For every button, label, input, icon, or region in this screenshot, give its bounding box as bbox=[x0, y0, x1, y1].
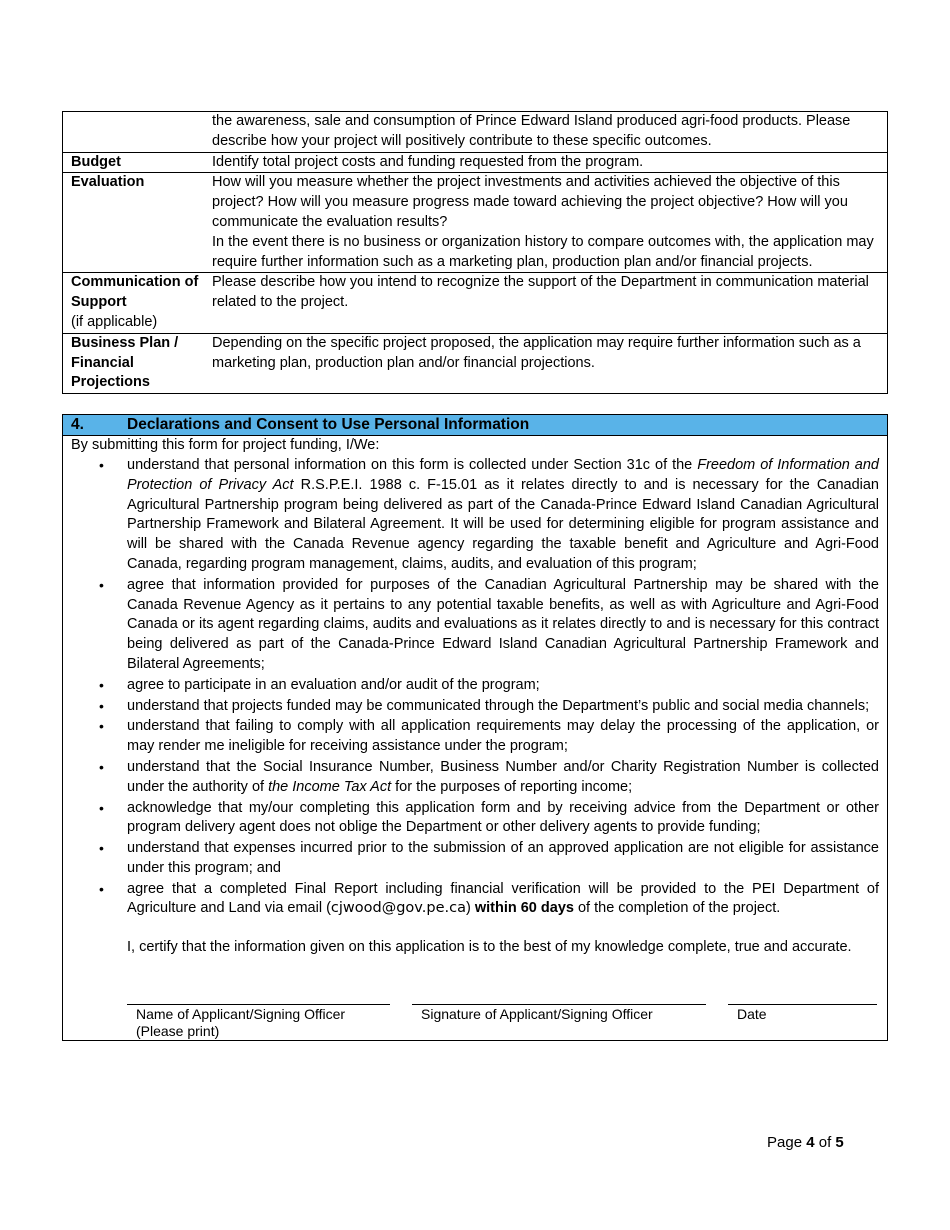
row-text: Identify total project costs and funding requested from the program. bbox=[204, 152, 888, 173]
row-label-sub: (if applicable) bbox=[71, 313, 158, 330]
list-item: • agree to participate in an evaluation and/or audit of the program; bbox=[127, 676, 879, 696]
evaluation-text-1: How will you measure whether the project investments and activities achieved the objective of this project? How will you measure progress made toward achieving the project objective? How will you communicate the evaluation results? bbox=[212, 174, 848, 230]
bullet-text: ) bbox=[465, 900, 475, 917]
section-number: 4. bbox=[71, 416, 84, 434]
list-item: • understand that expenses incurred prior to the submission of an approved application are not eligible for assistance under this program; and bbox=[127, 839, 879, 879]
of-word: of bbox=[818, 1134, 832, 1151]
table-row bbox=[63, 152, 888, 173]
evaluation-text-2: In the event there is no business or organization history to compare outcomes with, the application may require further information such as a marketing plan, production plan and/or financial projects. bbox=[212, 233, 874, 270]
list-item: • agree that information provided for purposes of the Canadian Agricultural Partnership may be shared with the Canada Revenue Agency as it pertains to any potential taxable benefits, as well as with Agriculture and Agri-Food Canada or its agent regarding claims, audits and evaluations as it relates directly to and is necessary for this contract being delivered as part of the Canada-Prince Edward Island Canadian Agricultural Partnership Framework and Bilateral Agreements; bbox=[127, 576, 879, 675]
name-field[interactable] bbox=[127, 1004, 390, 1040]
deadline-text: within 60 days bbox=[474, 900, 574, 917]
row-text: Please describe how you intend to recognize the support of the Department in communication material related to the project. bbox=[204, 273, 888, 333]
table-row bbox=[63, 333, 888, 393]
table-row bbox=[63, 112, 888, 153]
name-label: Name of Applicant/Signing Officer bbox=[136, 1006, 346, 1023]
current-page: 4 bbox=[806, 1134, 815, 1151]
section-header bbox=[63, 415, 887, 436]
list-item bbox=[127, 456, 879, 575]
certification-statement: I, certify that the information given on this application is to the best of my knowledge complete, true and accurate. bbox=[127, 939, 852, 956]
bullet-text: R.S.P.E.I. 1988 c. F-15.01 as it relates directly to and is necessary for the Canadian Agricultural Partnership program being delivered as part of the Canada-Prince Edward Island Canadian Agricultural Partnership Framework and Bilateral Agreement. It will be used for determining eligible for program assistance and will be shared with the Canada Revenue agency regarding the taxable benefit and Agriculture and Agri-Food Canada, regarding program management, claims, audits, and evaluation of this program; bbox=[127, 476, 879, 572]
page-content bbox=[62, 111, 888, 1041]
row-label bbox=[63, 112, 205, 153]
bullet-text: understand that personal information on this form is collected under Section 31c of the bbox=[127, 456, 698, 473]
list-item bbox=[127, 880, 879, 920]
row-text bbox=[204, 173, 888, 273]
email-link[interactable]: cjwood@gov.pe.ca bbox=[330, 900, 466, 917]
section-title: Declarations and Consent to Use Personal Information bbox=[127, 416, 530, 434]
criteria-table bbox=[62, 111, 888, 394]
total-pages: 5 bbox=[835, 1134, 844, 1151]
act-name: the Income Tax Act bbox=[268, 778, 392, 795]
declarations-section bbox=[62, 414, 888, 1041]
row-label: Budget bbox=[63, 152, 205, 173]
table-row bbox=[63, 273, 888, 333]
signature-row bbox=[71, 958, 879, 1040]
section-body bbox=[63, 436, 887, 1040]
list-item: • understand that failing to comply with all application requirements may delay the processing of the application, or may render me ineligible for receiving assistance under the program; bbox=[127, 717, 879, 757]
declaration-list bbox=[71, 456, 879, 919]
row-text: the awareness, sale and consumption of Prince Edward Island produced agri-food products. Please describe how your project will positively contribute to these specific outcomes. bbox=[204, 112, 888, 153]
section-intro: By submitting this form for project funding, I/We: bbox=[71, 437, 380, 454]
signature-field[interactable] bbox=[412, 1004, 706, 1023]
bullet-text: of the completion of the project. bbox=[573, 900, 781, 917]
date-field[interactable] bbox=[728, 1004, 877, 1023]
act-name: Freedom of Information and Protection of Privacy Act bbox=[127, 456, 879, 493]
list-item bbox=[127, 758, 879, 798]
row-label bbox=[63, 273, 205, 333]
bullet-text: for the purposes of reporting income; bbox=[391, 778, 633, 795]
page-word: Page bbox=[767, 1134, 803, 1151]
name-sub-label: (Please print) bbox=[136, 1023, 220, 1040]
row-label: Business Plan / Financial Projections bbox=[63, 333, 205, 393]
bullet-text: agree that a completed Final Report including financial verification will be provided to the PEI Department of Agriculture and Land via email ( bbox=[127, 880, 879, 917]
list-item: • acknowledge that my/our completing this application form and by receiving advice from the Department or other program delivery agent does not oblige the Department or other delivery agents to provide funding; bbox=[127, 799, 879, 839]
signature-label: Signature of Applicant/Signing Officer bbox=[421, 1006, 653, 1023]
page-number bbox=[767, 1133, 844, 1153]
row-text: Depending on the specific project proposed, the application may require further information such as a marketing plan, production plan and/or financial projections. bbox=[204, 333, 888, 393]
row-label: Evaluation bbox=[63, 173, 205, 273]
table-row bbox=[63, 173, 888, 273]
row-label-main: Communication of Support bbox=[71, 274, 199, 311]
date-label: Date bbox=[737, 1006, 767, 1023]
bullet-text: understand that the Social Insurance Number, Business Number and/or Charity Registration Number is collected under the authority of bbox=[127, 758, 879, 795]
list-item: • understand that projects funded may be communicated through the Department’s public and social media channels; bbox=[127, 697, 879, 717]
